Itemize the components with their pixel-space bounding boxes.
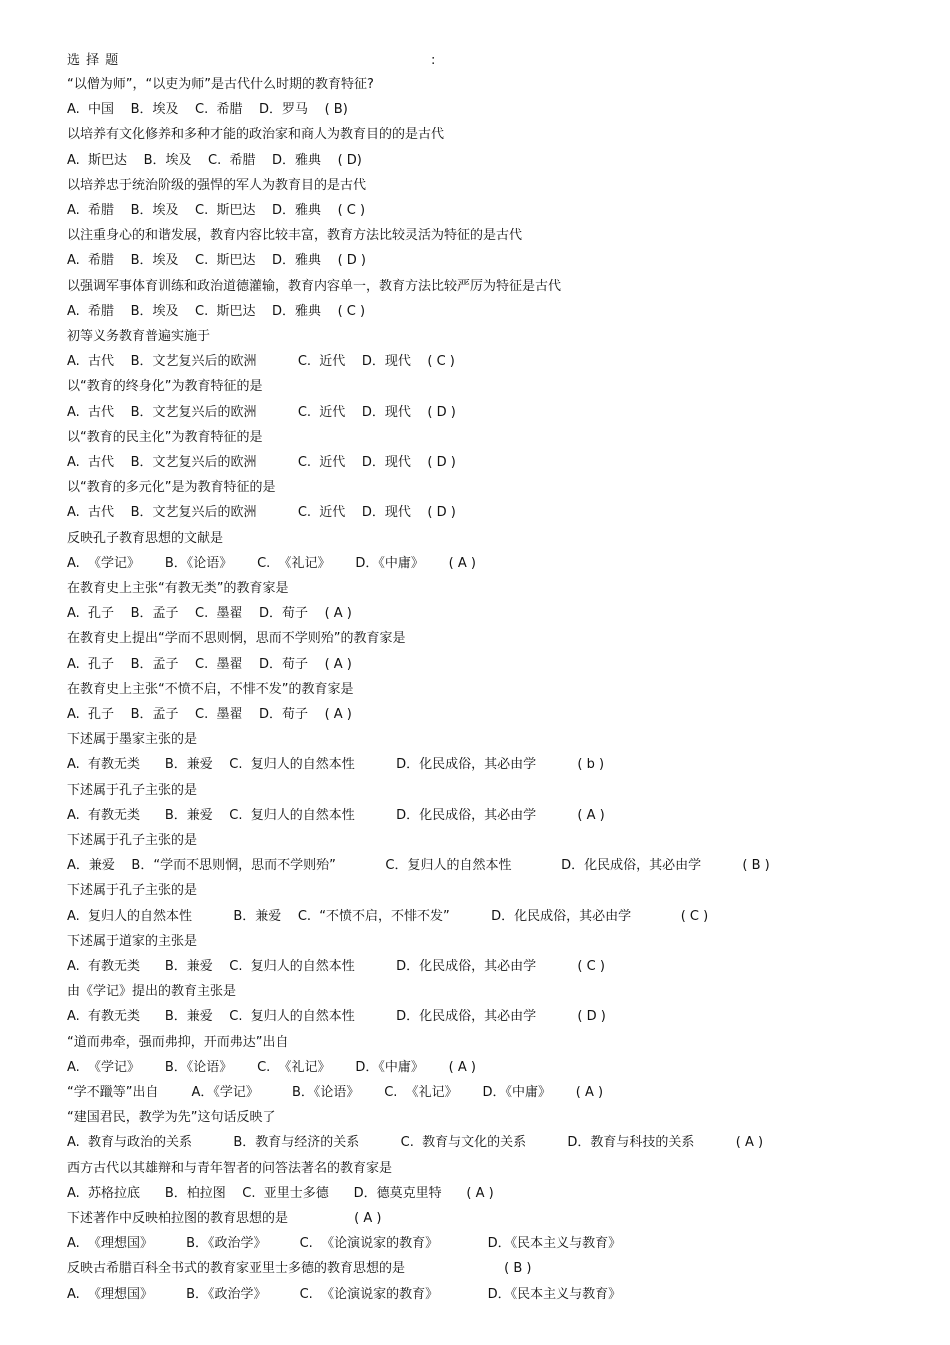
options-line: A. 《理想国》 B．《政治学》 C. 《论演说家的教育》 D．《民本主义与教育》 [67,1286,622,1302]
options-line: A. 古代 B．文艺复兴后的欧洲 C. 近代 D．现代 ( D ) [67,404,456,420]
options-line: A. 教育与政治的关系 B．教育与经济的关系 C. 教育与文化的关系 D．教育与科技的关系 ( A ) [67,1135,764,1151]
question-line: 反映古希腊百科全书式的教育家亚里士多德的教育思想的是 ( B ) [67,1261,532,1277]
question-line: 在教育史上主张“有教无类”的教育家是 [67,581,289,596]
question-line: 在教育史上主张“不愤不启，不悱不发”的教育家是 [67,681,354,697]
question-line: 下述属于孔子主张的是 [67,883,198,899]
options-line: A. 《理想国》 B．《政治学》 C. 《论演说家的教育》 D．《民本主义与教育》 [67,1236,622,1252]
options-line: A. 孔子 B．孟子 C. 墨翟 D．荀子 ( A ) [67,606,352,622]
question-line: 反映孔子教育思想的文献是 [67,530,224,546]
options-line: A. 希腊 B．埃及 C. 斯巴达 D．雅典 ( C ) [67,303,366,319]
options-line: A. 复归人的自然本性 B．兼爱 C. “不愤不启，不悱不发” D．化民成俗，其必由学 ( C ) [67,908,709,924]
options-line: A. 斯巴达 B．埃及 C. 希腊 D．雅典 ( D) [67,152,362,168]
question-line: 下述著作中反映柏拉图的教育思想的是 ( A ) [67,1211,382,1226]
options-line: A. 孔子 B．孟子 C. 墨翟 D．荀子 ( A ) [67,707,352,722]
question-line: “以僧为师”，“以吏为师”是古代什么时期的教育特征? [67,77,374,92]
options-line: A. 中国 B．埃及 C. 希腊 D．罗马 ( B) [67,102,348,118]
question-line: “建国君民，教学为先”这句话反映了 [67,1110,276,1126]
question-line: 初等义务教育普遍实施于 [67,329,211,344]
options-line: A. 有教无类 B．兼爱 C. 复归人的自然本性 D．化民成俗，其必由学 ( b ) [67,757,605,773]
question-line: 下述属于墨家主张的是 [67,732,198,748]
question-line: 下述属于孔子主张的是 [67,833,198,848]
question-line: 以强调军事体育训练和政治道德灌输，教育内容单一，教育方法比较严厉为特征是古代 [67,278,562,294]
heading-colon: : [431,53,436,68]
options-line: A. 有教无类 B．兼爱 C. 复归人的自然本性 D．化民成俗，其必由学 ( A ) [67,807,605,823]
question-line: “学不躐等”出自 A．《学记》 B．《论语》 C. 《礼记》 D．《中庸》 ( A ) [67,1085,604,1100]
options-line: A. 苏格拉底 B．柏拉图 C. 亚里士多德 D．德莫克里特 ( A ) [67,1185,494,1201]
question-line: 以“教育的终身化”为教育特征的是 [67,379,263,395]
options-line: A. 古代 B．文艺复兴后的欧洲 C. 近代 D．现代 ( C ) [67,354,455,370]
question-line: 西方古代以其雄辩和与青年智者的问答法著名的教育家是 [67,1160,393,1176]
options-line: A. 希腊 B．埃及 C. 斯巴达 D．雅典 ( D ) [67,253,367,269]
question-line: 以培养有文化修养和多种才能的政治家和商人为教育目的的是古代 [67,127,445,143]
options-line: A. 古代 B．文艺复兴后的欧洲 C. 近代 D．现代 ( D ) [67,505,456,521]
question-line: 下述属于道家的主张是 [67,933,198,949]
question-line: 以“教育的民主化”为教育特征的是 [67,429,263,445]
options-line: A. 《学记》 B．《论语》 C. 《礼记》 D．《中庸》 ( A ) [67,1059,476,1075]
options-line: A. 有教无类 B．兼爱 C. 复归人的自然本性 D．化民成俗，其必由学 ( D ) [67,1009,606,1025]
question-line: 以“教育的多元化”是为教育特征的是 [67,480,276,496]
question-line: “道而弗牵，强而弗抑，开而弗达”出自 [67,1034,289,1050]
options-line: A. 孔子 B．孟子 C. 墨翟 D．荀子 ( A ) [67,656,352,672]
question-line: 下述属于孔子主张的是 [67,782,198,798]
question-line: 以注重身心的和谐发展，教育内容比较丰富，教育方法比较灵活为特征的是古代 [67,228,523,244]
options-line: A．兼爱 B．“学而不思则惘，思而不学则殆” C．复归人的自然本性 D．化民成俗，其必由学 ( B ) [67,858,770,874]
options-line: A. 希腊 B．埃及 C. 斯巴达 D．雅典 ( C ) [67,203,366,218]
question-line: 以培养忠于统治阶级的强悍的军人为教育目的是古代 [67,177,367,193]
options-line: A. 《学记》 B．《论语》 C. 《礼记》 D．《中庸》 ( A ) [67,555,476,571]
options-line: A. 古代 B．文艺复兴后的欧洲 C. 近代 D．现代 ( D ) [67,455,456,470]
section-heading: 选 择 题 [67,53,120,68]
options-line: A. 有教无类 B．兼爱 C. 复归人的自然本性 D．化民成俗，其必由学 ( C ) [67,959,605,974]
question-line: 在教育史上提出“学而不思则惘，思而不学则殆”的教育家是 [67,631,406,647]
question-line: 由《学记》提出的教育主张是 [67,984,237,1000]
